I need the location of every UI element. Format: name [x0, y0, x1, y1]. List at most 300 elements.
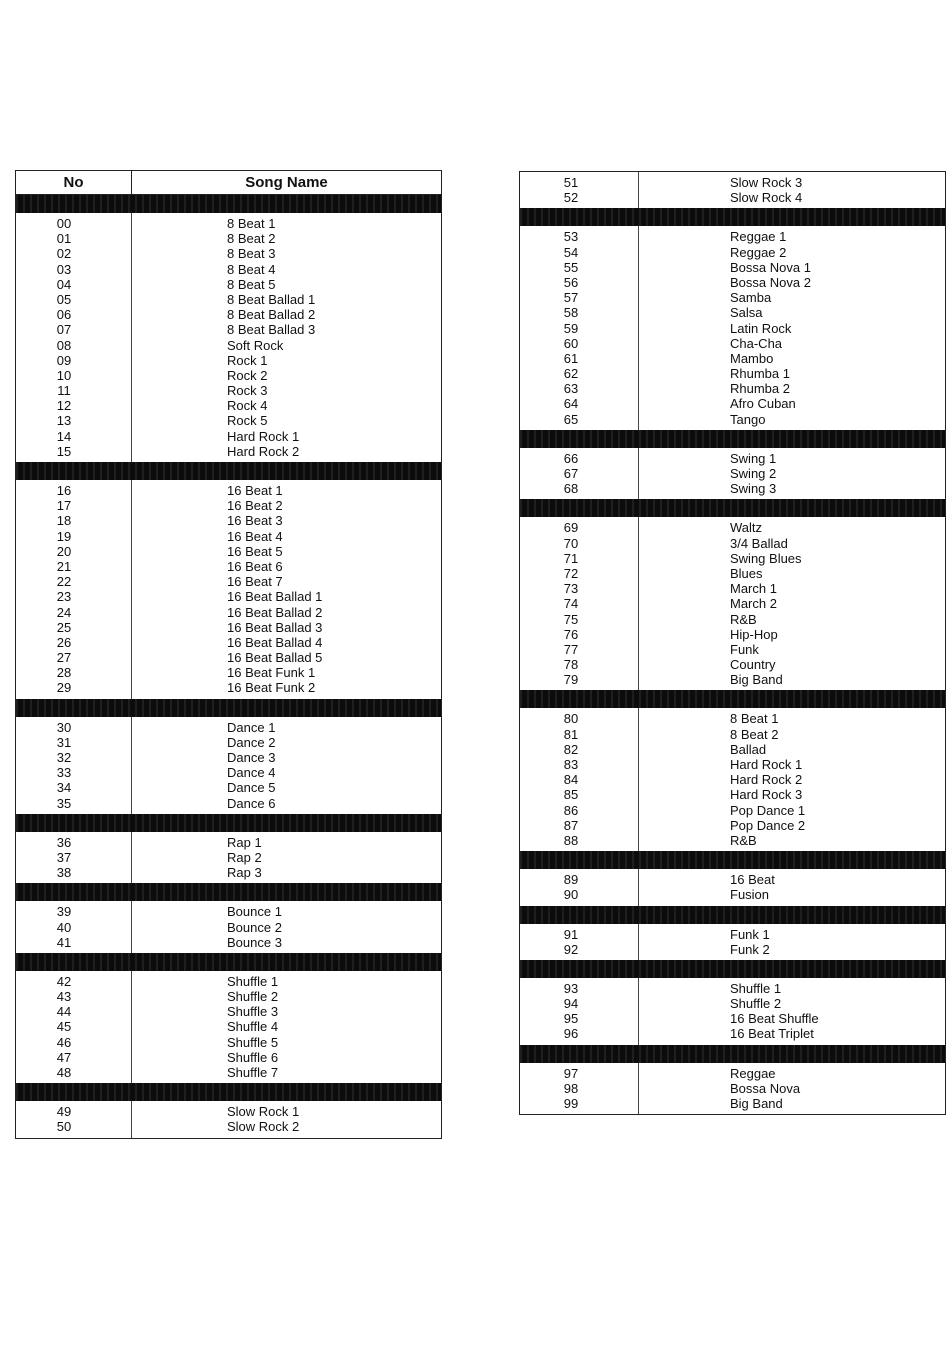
- rhythm-name: 8 Beat Ballad 3: [227, 322, 316, 338]
- rhythm-name: Funk: [730, 641, 759, 657]
- rhythm-name: 3/4 Ballad: [730, 535, 788, 551]
- rhythm-name: Dance 1: [227, 719, 276, 735]
- rhythm-group: [520, 708, 945, 851]
- rhythm-number: 02: [56, 246, 72, 262]
- rhythm-number: 11: [57, 383, 71, 399]
- table-row: [520, 757, 945, 772]
- rhythm-group: [520, 1063, 945, 1115]
- table-body-left: [16, 195, 441, 1138]
- rhythm-name: 8 Beat 5: [227, 276, 276, 292]
- rhythm-name: 16 Beat: [730, 872, 775, 888]
- category-separator: [520, 690, 945, 708]
- rhythm-number: 71: [563, 550, 579, 566]
- table-row: [520, 381, 945, 396]
- rhythm-name: Shuffle 7: [227, 1065, 279, 1080]
- table-row: [16, 1065, 441, 1080]
- table-row: [16, 559, 441, 574]
- rhythm-name: Waltz: [730, 520, 763, 536]
- rhythm-number: 68: [563, 481, 579, 497]
- rhythm-number: 58: [563, 305, 579, 321]
- rhythm-number: 59: [563, 320, 579, 336]
- rhythm-number: 45: [56, 1019, 72, 1035]
- table-row: [16, 920, 441, 935]
- table-row: [520, 245, 945, 260]
- table-row: [520, 581, 945, 596]
- rhythm-name: Funk 2: [730, 941, 770, 957]
- table-row: [520, 175, 945, 190]
- table-row: [16, 720, 441, 735]
- rhythm-number: 48: [56, 1065, 72, 1080]
- table-row: [16, 483, 441, 498]
- table-row: [520, 927, 945, 942]
- rhythm-number: 72: [563, 565, 579, 581]
- rhythm-name: 16 Beat Ballad 4: [227, 634, 323, 650]
- rhythm-name: Shuffle 1: [227, 973, 279, 989]
- table-row: [16, 750, 441, 765]
- category-separator: [16, 699, 441, 717]
- table-row: [16, 850, 441, 865]
- rhythm-name: Shuffle 6: [227, 1049, 279, 1065]
- rhythm-group: [16, 971, 441, 1083]
- rhythm-number: 39: [56, 904, 72, 920]
- rhythm-name: R&B: [730, 832, 757, 848]
- rhythm-name: 8 Beat 1: [227, 216, 276, 231]
- table-row: [520, 657, 945, 672]
- table-row: [520, 672, 945, 687]
- table-row: [520, 520, 945, 535]
- rhythm-number: 81: [563, 726, 579, 742]
- table-row: [520, 803, 945, 818]
- rhythm-group: [16, 480, 441, 699]
- rhythm-number: 22: [56, 574, 72, 590]
- rhythm-name: 8 Beat Ballad 2: [227, 307, 316, 323]
- rhythm-name: R&B: [730, 611, 757, 627]
- table-row: [520, 336, 945, 351]
- rhythm-group: [520, 172, 945, 208]
- rhythm-name: Reggae: [730, 1065, 776, 1081]
- rhythm-number: 97: [563, 1065, 579, 1081]
- rhythm-name: 16 Beat 7: [227, 574, 283, 590]
- rhythm-number: 06: [56, 307, 72, 323]
- category-separator: [16, 462, 441, 480]
- rhythm-number: 99: [563, 1096, 579, 1111]
- table-row: [16, 292, 441, 307]
- rhythm-name: 16 Beat 6: [227, 558, 283, 574]
- rhythm-name: Reggae 2: [730, 244, 787, 260]
- rhythm-number: 41: [56, 934, 72, 950]
- table-row: [16, 216, 441, 231]
- table-row: [16, 368, 441, 383]
- rhythm-number: 66: [563, 450, 579, 466]
- category-separator: [520, 499, 945, 517]
- rhythm-number: 47: [56, 1049, 72, 1065]
- rhythm-number: 83: [563, 757, 579, 772]
- rhythm-number: 40: [56, 919, 72, 935]
- rhythm-group: [16, 1101, 441, 1137]
- rhythm-number: 24: [56, 604, 72, 620]
- rhythm-number: 93: [563, 980, 579, 996]
- rhythm-name: March 2: [730, 596, 777, 612]
- table-row: [16, 1050, 441, 1065]
- table-row: [16, 429, 441, 444]
- rhythm-number: 54: [563, 244, 579, 260]
- rhythm-name: 16 Beat Ballad 1: [227, 589, 323, 605]
- rhythm-number: 60: [563, 335, 579, 351]
- rhythm-name: March 1: [730, 581, 777, 597]
- rhythm-name: Blues: [730, 565, 763, 581]
- rhythm-name: Hard Rock 2: [227, 443, 300, 459]
- table-row: [520, 887, 945, 902]
- table-row: [16, 665, 441, 680]
- category-separator: [520, 208, 945, 226]
- rhythm-name: Dance 6: [227, 795, 276, 811]
- rhythm-name: Bounce 1: [227, 904, 282, 920]
- table-row: [520, 566, 945, 581]
- category-separator: [16, 1083, 441, 1101]
- rhythm-number: 77: [563, 641, 579, 657]
- category-separator: [520, 906, 945, 924]
- rhythm-table-left: [15, 170, 442, 1139]
- rhythm-name: 16 Beat 4: [227, 528, 283, 544]
- table-row: [520, 551, 945, 566]
- table-row: [16, 589, 441, 604]
- rhythm-number: 49: [56, 1104, 72, 1120]
- rhythm-name: 8 Beat 2: [227, 231, 276, 247]
- rhythm-name: Pop Dance 1: [730, 802, 806, 818]
- table-row: [16, 865, 441, 880]
- rhythm-number: 44: [56, 1004, 72, 1020]
- rhythm-name: Dance 4: [227, 765, 276, 781]
- rhythm-name: Dance 3: [227, 750, 276, 765]
- rhythm-number: 86: [563, 802, 579, 818]
- table-row: [520, 229, 945, 244]
- table-row: [520, 642, 945, 657]
- rhythm-name: Pop Dance 2: [730, 817, 806, 833]
- table-row: [16, 1004, 441, 1019]
- rhythm-name: Shuffle 1: [730, 980, 782, 996]
- rhythm-number: 85: [563, 787, 579, 803]
- category-separator: [520, 960, 945, 978]
- table-row: [16, 904, 441, 919]
- rhythm-number: 25: [56, 619, 72, 635]
- rhythm-number: 18: [56, 513, 72, 529]
- rhythm-number: 80: [563, 711, 579, 727]
- rhythm-name: Samba: [730, 290, 772, 306]
- rhythm-name: Swing 1: [730, 450, 777, 466]
- table-row: [520, 290, 945, 305]
- category-separator: [520, 1045, 945, 1063]
- table-row: [520, 366, 945, 381]
- table-row: [520, 787, 945, 802]
- category-separator: [16, 814, 441, 832]
- table-row: [520, 1081, 945, 1096]
- rhythm-name: Hard Rock 1: [730, 757, 803, 772]
- rhythm-number: 51: [563, 175, 579, 190]
- rhythm-name: 8 Beat 4: [227, 261, 276, 277]
- column-header-song-name: Song Name: [245, 174, 328, 191]
- table-row: [16, 935, 441, 950]
- rhythm-name: Shuffle 3: [227, 1004, 279, 1020]
- rhythm-name: 16 Beat 3: [227, 513, 283, 529]
- rhythm-name: 16 Beat 1: [227, 483, 283, 498]
- table-row: [520, 727, 945, 742]
- rhythm-number: 74: [563, 596, 579, 612]
- table-row: [16, 1119, 441, 1134]
- table-row: [16, 246, 441, 261]
- rhythm-name: Rock 5: [227, 413, 268, 429]
- rhythm-number: 61: [563, 350, 579, 366]
- rhythm-name: Rhumba 1: [730, 366, 790, 382]
- rhythm-number: 27: [56, 650, 72, 666]
- table-row: [16, 529, 441, 544]
- rhythm-name: Bossa Nova: [730, 1080, 801, 1096]
- rhythm-name: 16 Beat Funk 1: [227, 665, 316, 681]
- rhythm-number: 90: [563, 887, 579, 903]
- rhythm-name: Ballad: [730, 741, 767, 757]
- table-row: [16, 307, 441, 322]
- rhythm-number: 79: [563, 672, 579, 688]
- table-row: [520, 321, 945, 336]
- table-row: [16, 322, 441, 337]
- table-row: [520, 772, 945, 787]
- table-row: [16, 277, 441, 292]
- rhythm-name: 16 Beat Triplet: [730, 1026, 814, 1042]
- rhythm-name: Big Band: [730, 672, 783, 688]
- rhythm-name: 16 Beat 5: [227, 543, 283, 559]
- rhythm-group: [520, 448, 945, 500]
- rhythm-name: Bounce 3: [227, 934, 282, 950]
- table-row: [16, 444, 441, 459]
- category-separator: [520, 851, 945, 869]
- rhythm-name: 8 Beat Ballad 1: [227, 291, 316, 307]
- rhythm-number: 38: [56, 865, 72, 881]
- rhythm-number: 95: [563, 1011, 579, 1027]
- rhythm-number: 46: [56, 1034, 72, 1050]
- rhythm-name: 16 Beat Funk 2: [227, 680, 316, 696]
- table-row: [520, 536, 945, 551]
- rhythm-number: 89: [563, 872, 579, 888]
- table-row: [520, 1011, 945, 1026]
- rhythm-number: 75: [563, 611, 579, 627]
- rhythm-number: 76: [563, 626, 579, 642]
- rhythm-number: 35: [56, 795, 72, 811]
- rhythm-group: [520, 924, 945, 960]
- category-separator: [16, 883, 441, 901]
- table-row: [520, 1066, 945, 1081]
- rhythm-name: Big Band: [730, 1096, 783, 1111]
- rhythm-number: 07: [56, 322, 72, 338]
- table-row: [520, 612, 945, 627]
- rhythm-number: 09: [56, 352, 72, 368]
- category-separator: [520, 430, 945, 448]
- rhythm-number: 15: [56, 443, 72, 459]
- rhythm-name: Bossa Nova 1: [730, 259, 811, 275]
- rhythm-name: Swing Blues: [730, 550, 802, 566]
- rhythm-number: 29: [56, 680, 72, 696]
- table-row: [16, 735, 441, 750]
- rhythm-group: [520, 978, 945, 1045]
- rhythm-name: Shuffle 4: [227, 1019, 279, 1035]
- rhythm-number: 53: [563, 229, 579, 245]
- rhythm-number: 13: [56, 413, 72, 429]
- rhythm-number: 19: [56, 528, 72, 544]
- rhythm-number: 84: [563, 772, 579, 788]
- rhythm-name: 16 Beat Ballad 2: [227, 604, 323, 620]
- table-row: [520, 833, 945, 848]
- rhythm-number: 70: [563, 535, 579, 551]
- rhythm-name: Shuffle 2: [730, 996, 782, 1012]
- rhythm-number: 42: [56, 973, 72, 989]
- table-row: [16, 765, 441, 780]
- rhythm-number: 92: [563, 941, 579, 957]
- rhythm-number: 37: [56, 849, 72, 865]
- rhythm-number: 33: [56, 765, 72, 781]
- table-row: [16, 338, 441, 353]
- table-row: [520, 260, 945, 275]
- rhythm-number: 21: [56, 558, 72, 574]
- table-row: [520, 1026, 945, 1041]
- rhythm-number: 50: [56, 1119, 72, 1135]
- rhythm-group: [16, 717, 441, 814]
- rhythm-name: Slow Rock 2: [227, 1119, 300, 1135]
- rhythm-name: Tango: [730, 411, 766, 427]
- rhythm-name: Rhumba 2: [730, 381, 790, 397]
- table-row: [520, 742, 945, 757]
- table-row: [16, 796, 441, 811]
- rhythm-number: 64: [563, 396, 579, 412]
- rhythm-name: Rap 2: [227, 849, 262, 865]
- rhythm-number: 23: [56, 589, 72, 605]
- table-row: [520, 396, 945, 411]
- table-row: [16, 989, 441, 1004]
- table-row: [16, 1019, 441, 1034]
- table-row: [520, 466, 945, 481]
- rhythm-name: Slow Rock 4: [730, 190, 803, 206]
- table-row: [520, 981, 945, 996]
- table-row: [16, 605, 441, 620]
- rhythm-group: [16, 832, 441, 884]
- rhythm-number: 32: [56, 750, 72, 765]
- rhythm-number: 16: [56, 483, 72, 498]
- table-row: [520, 818, 945, 833]
- rhythm-group: [520, 869, 945, 905]
- rhythm-name: 8 Beat 2: [730, 726, 779, 742]
- rhythm-number: 03: [56, 261, 72, 277]
- rhythm-name: 16 Beat Ballad 3: [227, 619, 323, 635]
- rhythm-number: 10: [56, 367, 72, 383]
- rhythm-name: Rock 2: [227, 367, 268, 383]
- rhythm-name: Rock 1: [227, 352, 268, 368]
- table-row: [16, 353, 441, 368]
- rhythm-number: 28: [56, 665, 72, 681]
- rhythm-number: 82: [563, 741, 579, 757]
- rhythm-number: 91: [563, 926, 579, 942]
- table-row: [16, 1104, 441, 1119]
- rhythm-name: Hard Rock 3: [730, 787, 803, 803]
- table-row: [520, 596, 945, 611]
- rhythm-name: 16 Beat Shuffle: [730, 1011, 819, 1027]
- table-row: [16, 974, 441, 989]
- column-header-no: No: [16, 171, 132, 194]
- table-row: [520, 996, 945, 1011]
- rhythm-name: Slow Rock 1: [227, 1104, 300, 1120]
- table-row: [520, 412, 945, 427]
- rhythm-group: [520, 517, 945, 690]
- rhythm-name: Bounce 2: [227, 919, 282, 935]
- rhythm-number: 96: [563, 1026, 579, 1042]
- rhythm-number: 56: [563, 274, 579, 290]
- rhythm-name: Swing 3: [730, 481, 777, 497]
- rhythm-number: 05: [56, 291, 72, 307]
- rhythm-name: Rock 4: [227, 398, 268, 414]
- rhythm-name: Dance 5: [227, 780, 276, 796]
- rhythm-name: 16 Beat 2: [227, 498, 283, 514]
- rhythm-number: 34: [56, 780, 72, 796]
- rhythm-number: 57: [563, 290, 579, 306]
- table-row: [16, 498, 441, 513]
- table-row: [16, 835, 441, 850]
- rhythm-name: Cha-Cha: [730, 335, 783, 351]
- rhythm-number: 88: [563, 832, 579, 848]
- rhythm-name: Funk 1: [730, 926, 770, 942]
- table-row: [520, 481, 945, 496]
- rhythm-name: Shuffle 5: [227, 1034, 279, 1050]
- rhythm-number: 43: [56, 989, 72, 1005]
- table-row: [520, 451, 945, 466]
- table-row: [16, 650, 441, 665]
- table-row: [16, 383, 441, 398]
- rhythm-number: 36: [56, 834, 72, 850]
- table-row: [520, 627, 945, 642]
- table-row: [520, 872, 945, 887]
- table-row: [520, 1096, 945, 1111]
- rhythm-name: Bossa Nova 2: [730, 274, 811, 290]
- rhythm-number: 20: [56, 543, 72, 559]
- rhythm-number: 67: [563, 466, 579, 481]
- rhythm-group: [520, 226, 945, 429]
- rhythm-name: 8 Beat 1: [730, 711, 779, 727]
- rhythm-name: Hard Rock 1: [227, 428, 300, 444]
- category-separator: [16, 953, 441, 971]
- rhythm-number: 08: [56, 337, 72, 353]
- table-row: [16, 574, 441, 589]
- rhythm-group: [16, 901, 441, 953]
- table-row: [16, 680, 441, 695]
- rhythm-number: 65: [563, 411, 579, 427]
- rhythm-name: Salsa: [730, 305, 763, 321]
- rhythm-number: 63: [563, 381, 579, 397]
- table-row: [520, 190, 945, 205]
- table-row: [16, 262, 441, 277]
- rhythm-name: Hard Rock 2: [730, 772, 803, 788]
- rhythm-name: Shuffle 2: [227, 989, 279, 1005]
- table-row: [16, 544, 441, 559]
- table-row: [520, 305, 945, 320]
- rhythm-number: 52: [563, 190, 579, 206]
- rhythm-number: 26: [56, 634, 72, 650]
- table-row: [16, 513, 441, 528]
- table-row: [520, 351, 945, 366]
- table-row: [16, 231, 441, 246]
- rhythm-number: 30: [56, 719, 72, 735]
- rhythm-number: 98: [563, 1080, 579, 1096]
- rhythm-number: 73: [563, 581, 579, 597]
- rhythm-number: 69: [563, 520, 579, 536]
- rhythm-number: 17: [56, 498, 72, 514]
- table-header: [16, 171, 441, 195]
- rhythm-name: 16 Beat Ballad 5: [227, 650, 323, 666]
- rhythm-table-right: [519, 171, 946, 1115]
